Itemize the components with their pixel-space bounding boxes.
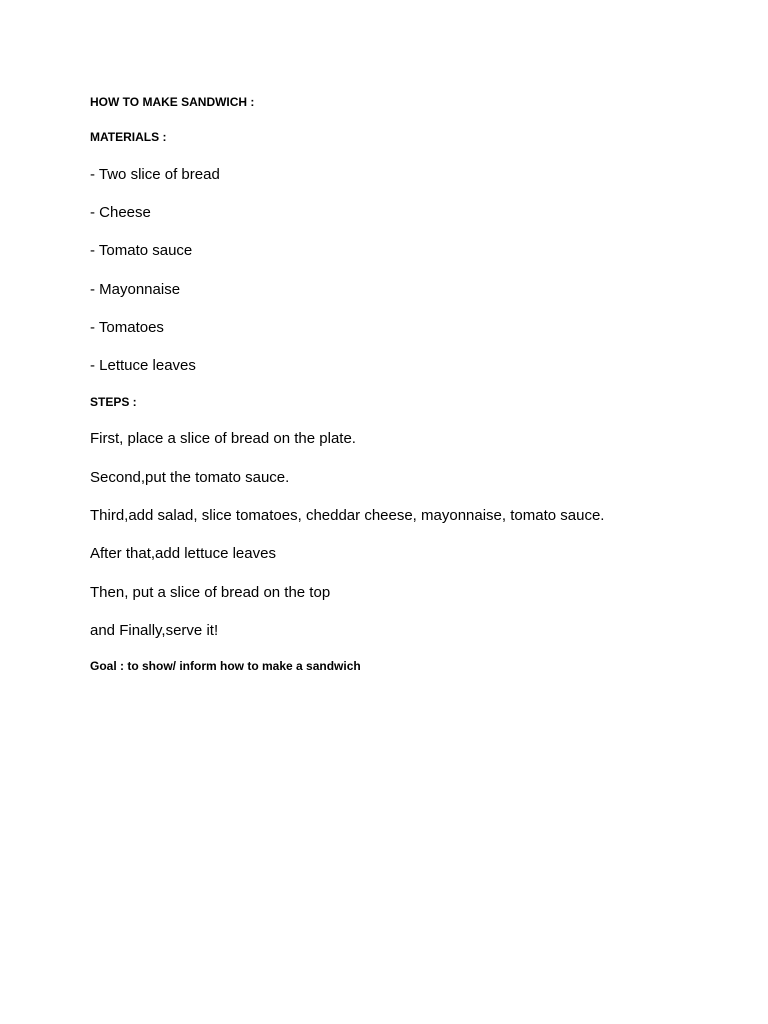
document-title: HOW TO MAKE SANDWICH : — [90, 95, 255, 109]
material-item: - Lettuce leaves — [90, 357, 196, 374]
step-item: First, place a slice of bread on the plate. — [90, 430, 356, 447]
step-item: After that,add lettuce leaves — [90, 545, 276, 562]
steps-heading: STEPS : — [90, 395, 137, 409]
step-item: Then, put a slice of bread on the top — [90, 584, 331, 601]
goal-statement: Goal : to show/ inform how to make a sandwich — [90, 659, 361, 673]
materials-heading: MATERIALS : — [90, 130, 167, 144]
material-item: - Cheese — [90, 204, 151, 221]
step-item: Second,put the tomato sauce. — [90, 469, 290, 486]
material-item: - Two slice of bread — [90, 166, 220, 183]
material-item: - Tomato sauce — [90, 242, 193, 259]
step-item: and Finally,serve it! — [90, 622, 219, 639]
step-item: Third,add salad, slice tomatoes, cheddar cheese, mayonnaise, tomato sauce. — [90, 507, 605, 524]
material-item: - Mayonnaise — [90, 281, 181, 298]
material-item: - Tomatoes — [90, 319, 164, 336]
